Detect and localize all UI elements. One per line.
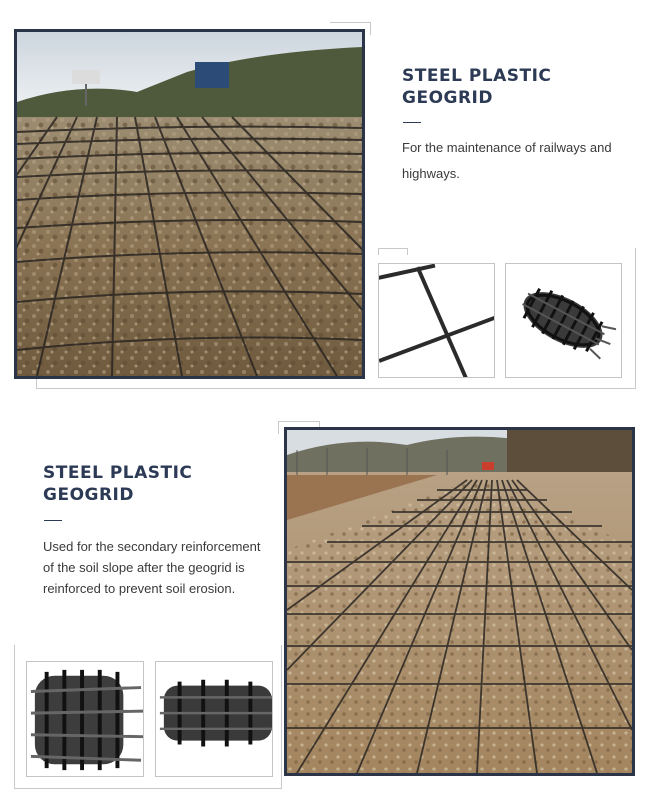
section-1-title [402, 65, 551, 109]
section-1-title-line-2: GEOGRID [402, 88, 493, 108]
section-2-title-line-2: GEOGRID [43, 485, 134, 505]
geogrid-roll-flat-thumbnail [155, 661, 273, 777]
section-2-divider [44, 520, 62, 521]
section-1-title-line-1: STEEL PLASTIC [402, 66, 552, 86]
geogrid-roll-thumbnail [505, 263, 622, 378]
geogrid-roll-side-thumbnail [26, 661, 144, 777]
section-1-description: For the maintenance of railways and highways. [402, 140, 612, 181]
frame-tab [378, 248, 408, 255]
section-2-title-line-1: STEEL PLASTIC [43, 463, 193, 483]
geogrid-road-photo [14, 29, 365, 379]
section-2-description: Used for the secondary reinforcement of the soil slope after the geogrid is reinforced to prevent soil erosion. [43, 539, 261, 596]
section-1-divider [403, 122, 421, 123]
section-2-title [43, 462, 192, 506]
geogrid-slope-photo [284, 427, 635, 776]
grid-closeup-thumbnail [378, 263, 495, 378]
